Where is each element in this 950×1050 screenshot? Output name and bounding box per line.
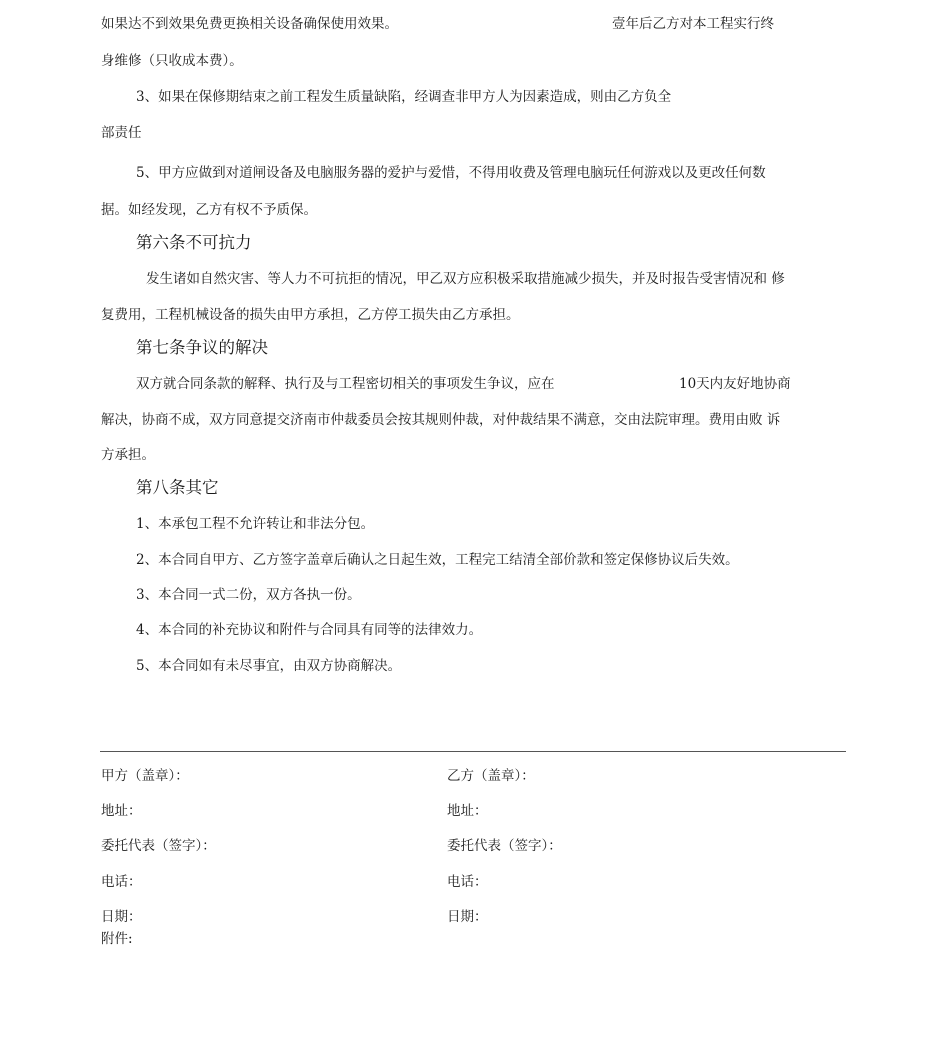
- clause-line: 部责任: [101, 125, 142, 141]
- clause-line: 解决，协商不成，双方同意提交济南市仲裁委员会按其规则仲裁，对仲裁结果不满意，交由法院审理。费用由败 诉: [101, 412, 781, 428]
- clause-line: 1、本承包工程不允许转让和非法分包。: [136, 516, 375, 532]
- clause-line: 3、如果在保修期结束之前工程发生质量缺陷，经调查非甲方人为因素造成，则由乙方负全: [136, 89, 672, 105]
- section-heading: 第六条不可抗力: [136, 233, 252, 252]
- clause-line: 2、本合同自甲方、乙方签字盖章后确认之日起生效，工程完工结清全部价款和签定保修协议后失效。: [136, 552, 739, 568]
- clause-line: 身维修（只收成本费）。: [101, 53, 243, 69]
- clause-line: 发生诸如自然灾害、等人力不可抗拒的情况，甲乙双方应积极采取措施减少损失，并及时报告受害情况和 修: [146, 271, 785, 287]
- clause-line: 如果达不到效果免费更换相关设备确保使用效果。: [101, 16, 398, 32]
- clause-line: 双方就合同条款的解释、执行及与工程密切相关的事项发生争议，应在: [136, 376, 555, 392]
- party-a-date-label: 日期：: [101, 909, 142, 925]
- party-b-seal-label: 乙方（盖章）：: [447, 768, 535, 784]
- clause-line: 5、本合同如有未尽事宜，由双方协商解决。: [136, 658, 402, 674]
- party-b-date-label: 日期：: [447, 909, 488, 925]
- party-b-representative-label: 委托代表（签字）：: [447, 838, 562, 854]
- party-a-representative-label: 委托代表（签字）：: [101, 838, 216, 854]
- clause-line: 复费用，工程机械设备的损失由甲方承担，乙方停工损失由乙方承担。: [101, 307, 520, 323]
- clause-line: 壹年后乙方对本工程实行终: [612, 16, 774, 32]
- section-heading: 第八条其它: [136, 478, 219, 497]
- section-heading: 第七条争议的解决: [136, 338, 268, 357]
- party-a-address-label: 地址：: [101, 803, 142, 819]
- clause-line: 4、本合同的补充协议和附件与合同具有同等的法律效力。: [136, 622, 483, 638]
- party-b-address-label: 地址：: [447, 803, 488, 819]
- clause-line: 3、本合同一式二份，双方各执一份。: [136, 587, 361, 603]
- attachment-label: 附件:: [101, 931, 133, 947]
- clause-line: 10天内友好地协商: [679, 376, 791, 392]
- party-a-phone-label: 电话：: [101, 874, 142, 890]
- clause-line: 5、甲方应做到对道闸设备及电脑服务器的爱护与爱惜，不得用收费及管理电脑玩任何游戏以及更改任何数: [136, 165, 766, 181]
- party-a-seal-label: 甲方（盖章）：: [101, 768, 189, 784]
- clause-line: 方承担。: [101, 447, 155, 463]
- clause-line: 据。如经发现，乙方有权不予质保。: [101, 202, 317, 218]
- party-b-phone-label: 电话：: [447, 874, 488, 890]
- signature-divider: [100, 751, 846, 752]
